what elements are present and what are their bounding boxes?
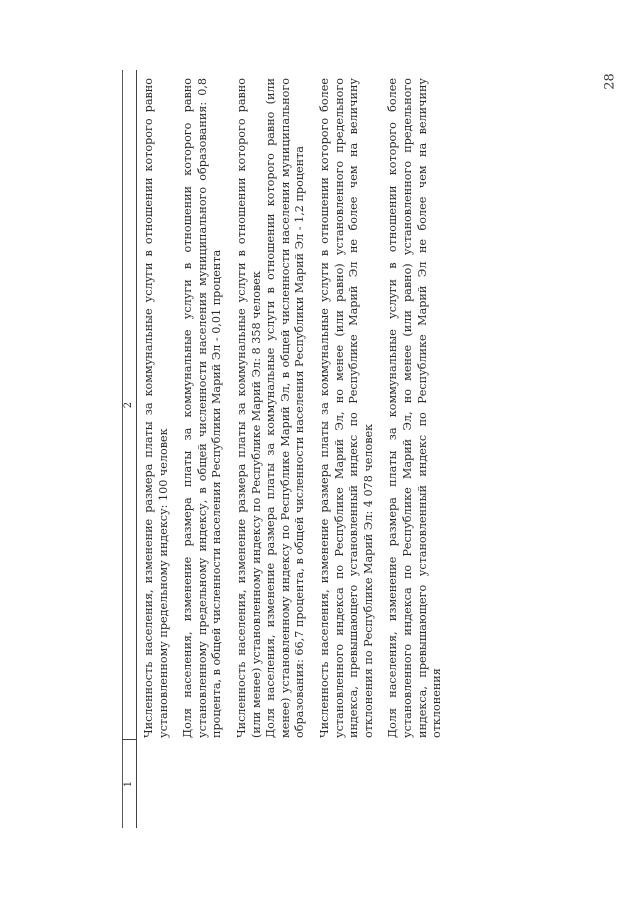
paragraph: Численность населения, изменение размера платы за коммунальные услуги в отношении которого более установленного индекса по Республике Марий Эл, но менее (или равно) установленного предельного индекса, превышающего установленный индекс по Республике Марий Эл не более чем на величину отклонения по Республике Марий Эл: 4 078 человек: [317, 78, 375, 738]
page-number: 28: [602, 73, 618, 90]
table-header-row: [122, 70, 137, 828]
column-1-header: 1: [123, 780, 134, 788]
paragraph: Численность населения, изменение размера платы за коммунальные услуги в отношении которого равно установленному предельному индексу: 100 человек: [142, 78, 170, 738]
paragraph: Доля населения, изменение размера платы за коммунальные услуги в отношении которого более установленного индекса по Республике Марий Эл, но менее (или равно) установленного предельного индекса, превышающего установленный индекс по Республике Марий Эл не более чем на величину отклонения: [386, 78, 444, 738]
paragraph: Доля населения, изменение размера платы за коммунальные услуги в отношении которого равно установленному предельному индексу, в общей численности населения муниципального образования: 0,8 процента, в общей численности населения Республики Марий Эл - 0,01 процента: [181, 78, 224, 738]
table-body-text: [142, 78, 455, 738]
paragraph: Численность населения, изменение размера платы за коммунальные услуги в отношении которого равно (или менее) установленному индексу по Республике Марий Эл: 8 358 человек Доля населения, изменение размера платы за коммунальные услуги в отношении которого равно (или менее) установленному индексу по Республике Марий Эл, в общей численности населения муниципального образования: 66,7 процента, в общей численности населения Республики Марий Эл - 1,2 процента: [234, 78, 307, 738]
table-rotated: [122, 70, 530, 828]
column-2-header: 2: [123, 401, 134, 409]
